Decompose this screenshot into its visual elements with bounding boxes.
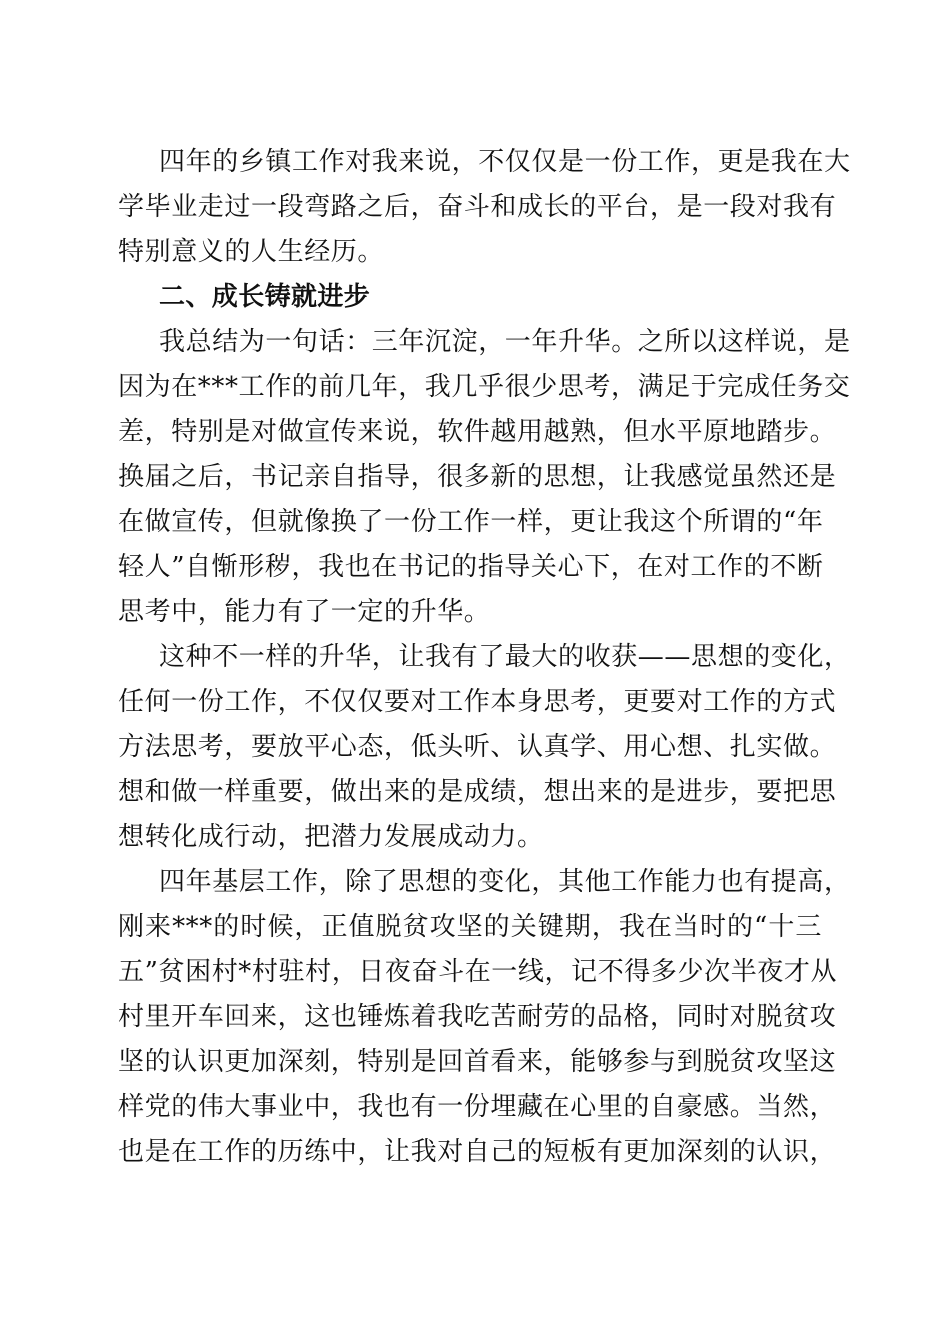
paragraph-3-line-2: 任何一份工作，不仅仅要对工作本身思考，更要对工作的方式	[118, 687, 837, 717]
paragraph-4-line-2: 刚来***的时候，正值脱贫攻坚的关键期，我在当时的“十三	[118, 912, 822, 942]
paragraph-3-line-1: 这种不一样的升华，让我有了最大的收获——思想的变化，	[159, 642, 851, 672]
paragraph-2-line-3: 差，特别是对做宣传来说，软件越用越熟，但水平原地踏步。	[118, 417, 837, 447]
paragraph-3-line-3: 方法思考，要放平心态，低头听、认真学、用心想、扎实做。	[118, 732, 837, 762]
paragraph-3-line-5: 想转化成行动，把潜力发展成动力。	[118, 822, 544, 852]
paragraph-4-line-4: 村里开车回来，这也锤炼着我吃苦耐劳的品格，同时对脱贫攻	[118, 1002, 837, 1032]
paragraph-2-line-7: 思考中，能力有了一定的升华。	[118, 597, 491, 627]
paragraph-3-line-4: 想和做一样重要，做出来的是成绩，想出来的是进步，要把思	[118, 777, 837, 807]
paragraph-4-line-6: 样党的伟大事业中，我也有一份埋藏在心里的自豪感。当然，	[118, 1092, 837, 1122]
paragraph-4-line-7: 也是在工作的历练中，让我对自己的短板有更加深刻的认识，	[118, 1137, 837, 1167]
paragraph-2-line-1: 我总结为一句话：三年沉淀，一年升华。之所以这样说，是	[159, 327, 851, 357]
section-heading: 二、成长铸就进步	[159, 282, 371, 312]
paragraph-4-line-1: 四年基层工作，除了思想的变化，其他工作能力也有提高，	[159, 867, 851, 897]
document-body	[118, 140, 851, 1175]
paragraph-1-line-1: 四年的乡镇工作对我来说，不仅仅是一份工作，更是我在大	[159, 147, 851, 177]
paragraph-2-line-2: 因为在***工作的前几年，我几乎很少思考，满足于完成任务交	[118, 372, 851, 402]
paragraph-2-line-4: 换届之后，书记亲自指导，很多新的思想，让我感觉虽然还是	[118, 462, 837, 492]
paragraph-4-line-5: 坚的认识更加深刻，特别是回首看来，能够参与到脱贫攻坚这	[118, 1047, 837, 1077]
paragraph-2-line-6: 轻人”自惭形秽，我也在书记的指导关心下，在对工作的不断	[118, 552, 824, 582]
paragraph-1-line-2: 学毕业走过一段弯路之后，奋斗和成长的平台，是一段对我有	[118, 192, 837, 222]
paragraph-2-line-5: 在做宣传，但就像换了一份工作一样，更让我这个所谓的“年	[118, 507, 824, 537]
paragraph-4-line-3: 五”贫困村*村驻村，日夜奋斗在一线，记不得多少次半夜才从	[118, 957, 838, 987]
paragraph-1-line-3: 特别意义的人生经历。	[118, 237, 385, 267]
